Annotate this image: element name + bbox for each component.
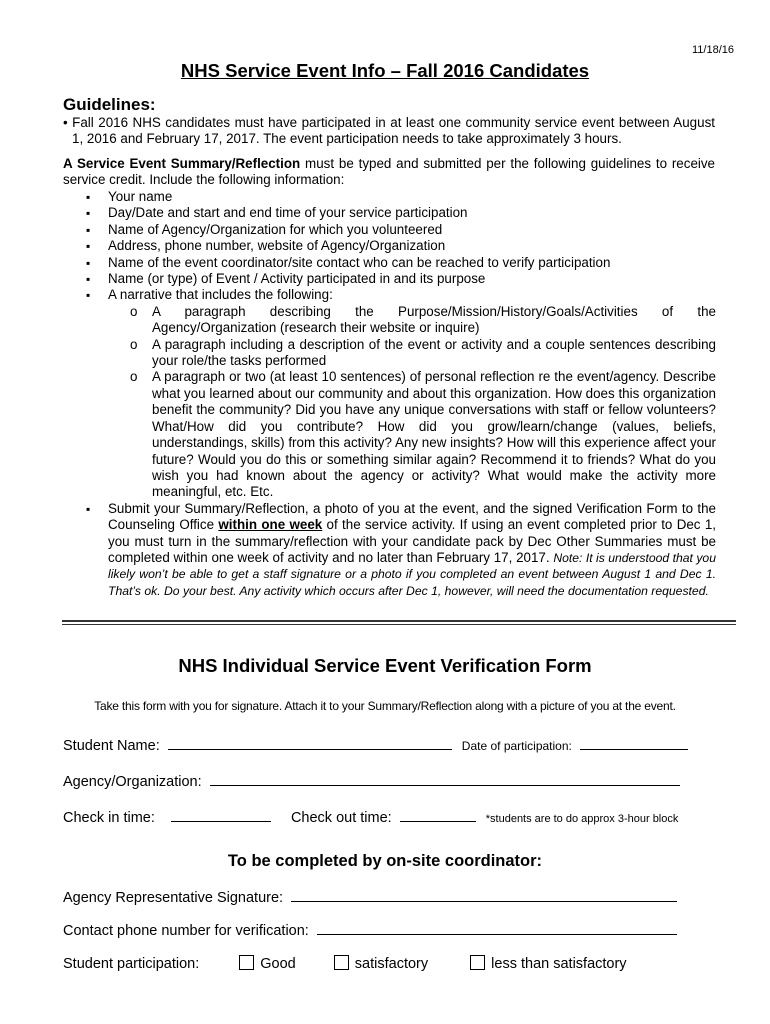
list-item: o A paragraph describing the Purpose/Mission/History/Goals/Activities of the Agency/Organization (research their website or inquire)	[130, 304, 716, 337]
date-field[interactable]	[580, 737, 688, 750]
checkbox-icon[interactable]	[334, 955, 349, 970]
option-label: Good	[260, 956, 296, 972]
check-out-field[interactable]	[400, 809, 476, 822]
requirements-list	[86, 189, 716, 599]
list-item	[86, 501, 716, 599]
check-in-field[interactable]	[171, 809, 271, 822]
document-date: 11/18/16	[691, 44, 734, 56]
narrative-list	[108, 304, 716, 501]
date-label: Date of participation:	[461, 739, 572, 753]
summary-bold: A Service Event Summary/Reflection	[63, 156, 301, 171]
checkbox-icon[interactable]	[470, 955, 485, 970]
agency-row	[63, 773, 680, 790]
phone-field[interactable]	[317, 922, 677, 935]
submit-deadline: within one week	[218, 517, 323, 533]
list-item	[86, 287, 716, 500]
option-label: satisfactory	[354, 956, 429, 972]
submit-text-b: of the service activity. If using an event completed prior to Dec 1, you must turn in the summary/reflection with your candidate pack by Dec Other Summaries must be completed within one week of activity and no later than February 17, 2017.	[108, 517, 716, 565]
form-instructions: Take this form with you for signature. Attach it to your Summary/Reflection along with a picture of you at the event.	[94, 699, 676, 713]
student-name-field[interactable]	[168, 737, 452, 750]
list-item: ▪ Name of Agency/Organization for which you volunteered	[86, 222, 716, 238]
section-divider-thin	[62, 624, 736, 625]
submit-note: Note: It is understood that you likely won’t be able to get a staff signature or a photo if you completed an event between August 1 and Dec 1. That’s ok. Do your best. Any activity which occurs after Dec 1, however, will need the documentation requested.	[108, 550, 716, 598]
option-label: less than satisfactory	[491, 956, 627, 972]
list-item: o A paragraph including a description of the event or activity and a couple sentences describing your role/the tasks performed	[130, 337, 716, 370]
checkbox-icon[interactable]	[239, 955, 254, 970]
summary-paragraph	[63, 156, 715, 189]
option-good[interactable]	[239, 956, 295, 972]
list-item: ▪ Address, phone number, website of Agency/Organization	[86, 238, 716, 254]
list-item: ▪ Your name	[86, 189, 716, 205]
signature-label: Agency Representative Signature:	[63, 890, 284, 906]
guidelines-heading: Guidelines:	[63, 95, 156, 114]
form-title: NHS Individual Service Event Verification Form	[178, 655, 592, 676]
check-in-label: Check in time:	[63, 810, 155, 826]
list-item: ▪ Name of the event coordinator/site contact who can be reached to verify participation	[86, 255, 716, 271]
summary-rest: must be typed and submitted per the following guidelines to receive service credit. Include the following information:	[63, 156, 716, 188]
list-item: ▪ Name (or type) of Event / Activity participated in and its purpose	[86, 271, 716, 287]
phone-label: Contact phone number for verification:	[63, 923, 309, 939]
student-name-label: Student Name:	[63, 738, 160, 754]
list-item: ▪ Day/Date and start and end time of your service participation	[86, 205, 716, 221]
time-row	[63, 809, 678, 826]
agency-field[interactable]	[210, 773, 680, 786]
phone-row	[63, 922, 677, 939]
participation-row	[63, 955, 627, 972]
student-name-row	[63, 737, 688, 754]
signature-row	[63, 889, 677, 906]
option-satisfactory[interactable]	[334, 956, 428, 972]
signature-field[interactable]	[291, 889, 677, 902]
participation-label: Student participation:	[63, 956, 200, 972]
option-less-than-satisfactory[interactable]	[470, 956, 626, 972]
coordinator-heading: To be completed by on-site coordinator:	[227, 852, 543, 870]
page-title: NHS Service Event Info – Fall 2016 Candidates	[180, 60, 590, 81]
list-item: o A paragraph or two (at least 10 sentences) of personal reflection re the event/agency. Describe what you learned about our community and about this organization. How does this organization benefit the community? Did you have any unique conversations with staff or fellow volunteers? What/How did you contribute? How did you grow/learn/change (values, beliefs, understandings, skills) from this activity? Any new insights? How will this experience affect your future? Would you do this or something similar again? Recommend it to friends? What do you wish you had known about the agency or activity? What would make the activity more meaningful, etc. Etc.	[130, 369, 716, 500]
guidelines-intro: • Fall 2016 NHS candidates must have participated in at least one community service event between August 1, 2016 and February 17, 2017. The event participation needs to take approximately 3 hours.	[63, 115, 715, 147]
block-note: *students are to do approx 3-hour block	[485, 813, 679, 825]
check-out-label: Check out time:	[290, 810, 392, 826]
agency-label: Agency/Organization:	[63, 774, 202, 790]
submit-text-a: Submit your Summary/Reflection, a photo of you at the event, and the signed Verification Form to the Counseling Office	[108, 500, 716, 533]
section-divider	[62, 620, 736, 622]
narrative-intro: A narrative that includes the following:	[108, 287, 333, 303]
